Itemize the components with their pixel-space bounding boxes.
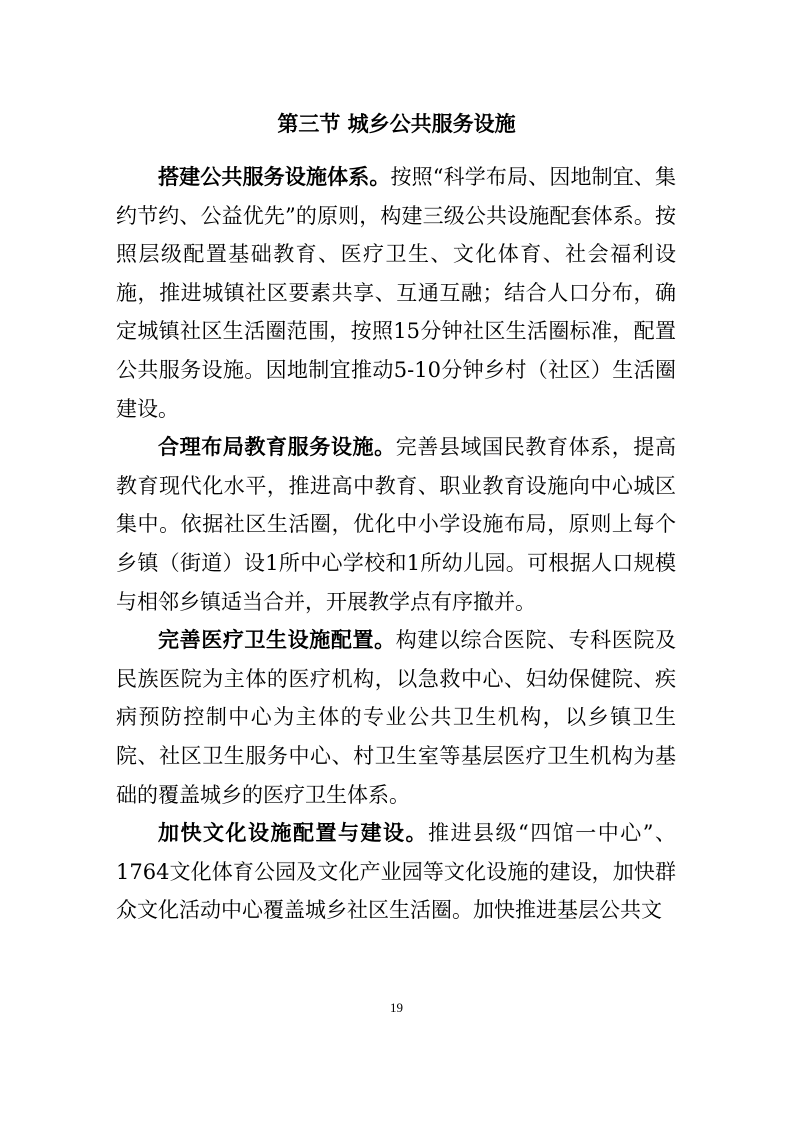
paragraph-lead: 加快文化设施配置与建设。: [158, 821, 429, 846]
paragraph-text: 完善县域国民教育体系，提高教育现代化水平，推进高中教育、职业教育设施向中心城区集中。依据社区生活圈，优化中小学设施布局，原则上每个乡镇（街道）设1所中心学校和1所幼儿园。可根据人口规模与相邻乡镇适当合并，开展教学点有序撤并。: [116, 435, 677, 614]
paragraph-cultural-facilities: [116, 814, 676, 930]
paragraph-public-facilities-system: [116, 158, 676, 428]
paragraph-lead: 搭建公共服务设施体系。: [158, 165, 391, 189]
paragraph-lead: 完善医疗卫生设施配置。: [158, 628, 396, 653]
paragraph-text: 构建以综合医院、专科医院及民族医院为主体的医疗机构，以急救中心、妇幼保健院、疾病预防控制中心为主体的专业公共卫生机构，以乡镇卫生院、社区卫生服务中心、村卫生室等基层医疗卫生机构为基础的覆盖城乡的医疗卫生体系。: [116, 628, 677, 807]
paragraph-text: 按照“科学布局、因地制宜、集约节约、公益优先”的原则，构建三级公共设施配套体系。按照层级配置基础教育、医疗卫生、文化体育、社会福利设施，推进城镇社区要素共享、互通互融；结合人口分布，确定城镇社区生活圈范围，按照15分钟社区生活圈标准，配置公共服务设施。因地制宜推动5-10分钟乡村（社区）生活圈建设。: [116, 165, 676, 421]
paragraph-lead: 合理布局教育服务设施。: [158, 435, 396, 460]
paragraph-medical-facilities: [116, 621, 676, 814]
paragraph-text: 推进县级“四馆一中心”、1764文化体育公园及文化产业园等文化设施的建设，加快群众文化活动中心覆盖城乡社区生活圈。加快推进基层公共文: [116, 821, 676, 923]
paragraph-education-facilities: [116, 428, 676, 621]
page-number: 19: [390, 1000, 403, 1015]
section-title: 第三节 城乡公共服务设施: [277, 112, 516, 136]
body-text: [116, 158, 676, 930]
